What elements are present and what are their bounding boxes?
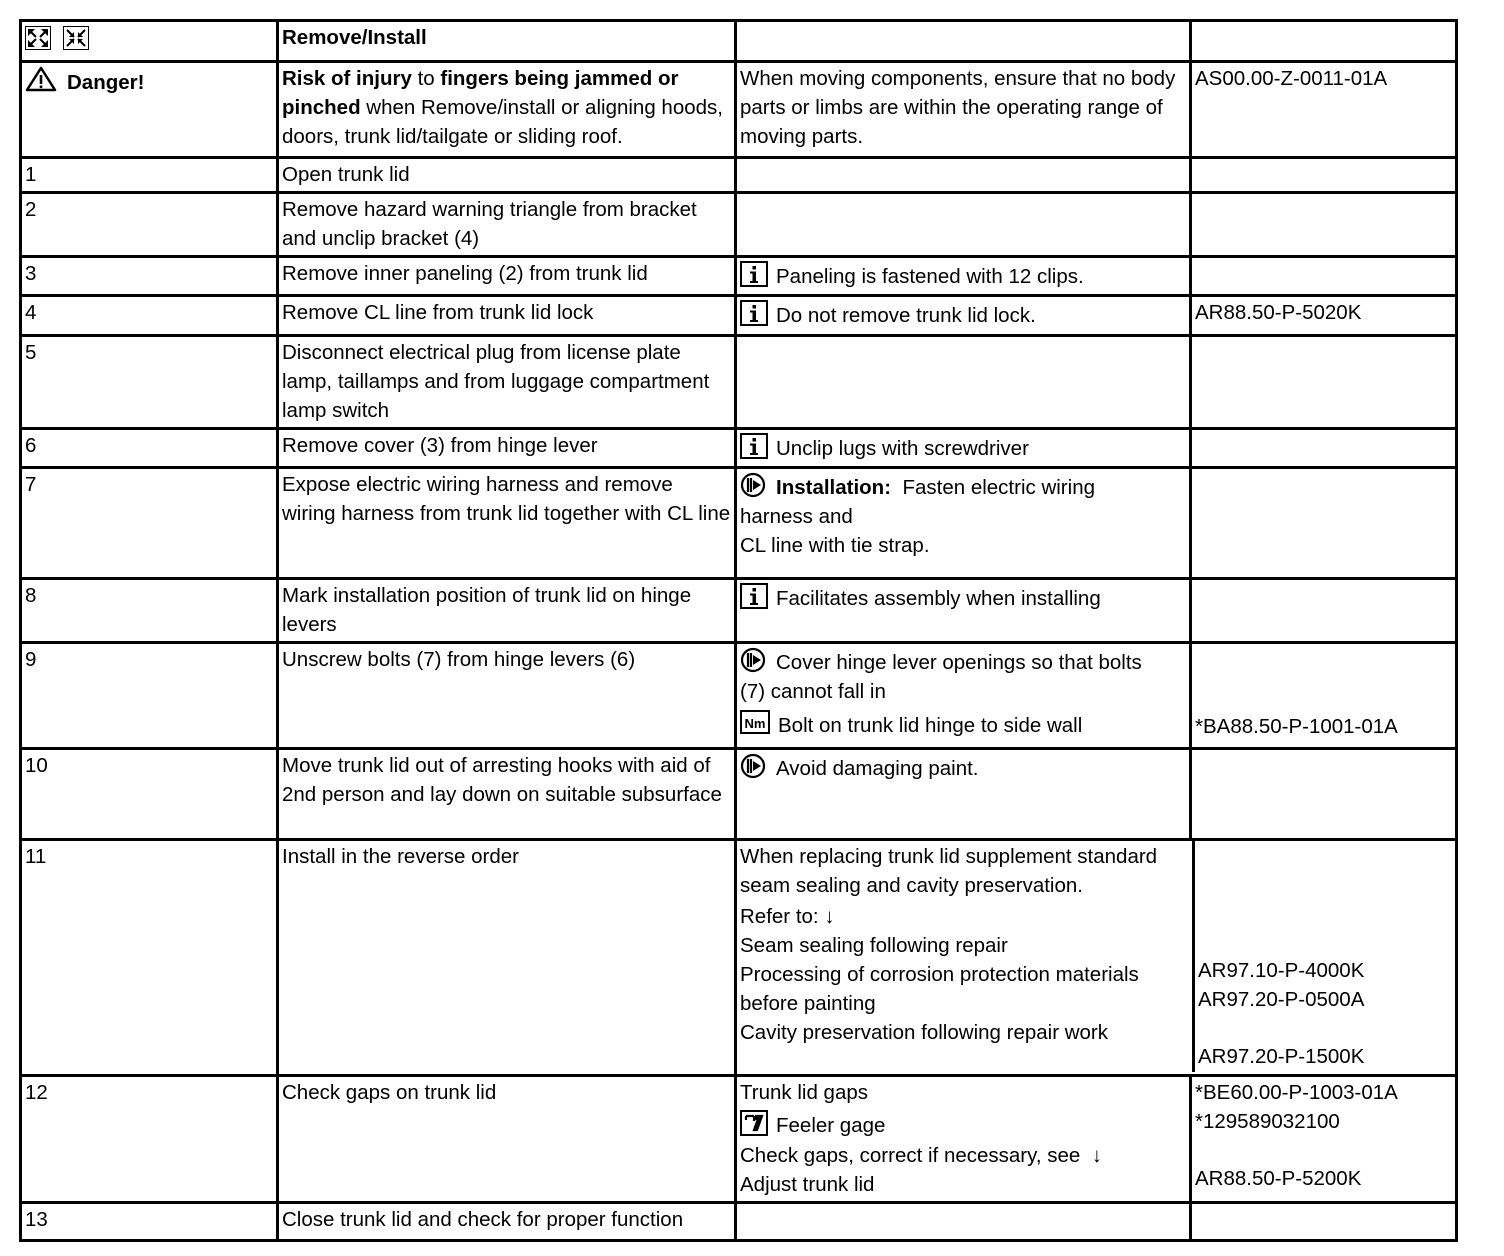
step-text: Move trunk lid out of arresting hooks with aid of 2nd person and lay down on suitable subsurface (278, 749, 736, 840)
danger-ref[interactable]: AS00.00-Z-0011-01A (1191, 62, 1457, 158)
info-icon (740, 433, 768, 459)
adjust-ref[interactable]: AR88.50-P-5200K (1195, 1167, 1362, 1190)
tool-ref[interactable]: *129589032100 (1195, 1110, 1340, 1133)
step-note (736, 840, 1457, 1076)
step-number: 5 (21, 336, 278, 429)
step-number: 4 (21, 296, 278, 336)
header-icons-cell (21, 21, 278, 62)
step-number: 6 (21, 429, 278, 468)
table-row (21, 1076, 1457, 1203)
note-line-2: (7) cannot fall in (740, 680, 886, 703)
step-ref (1191, 193, 1457, 257)
refer-item-ref[interactable]: AR97.20-P-1500K (1198, 1045, 1365, 1068)
risk-bold-1: Risk of injury (282, 67, 412, 90)
step-note (736, 643, 1191, 749)
step-ref (1191, 158, 1457, 193)
note-text: Paneling is fastened with 12 clips. (776, 265, 1084, 288)
step-number: 12 (21, 1076, 278, 1203)
refer-item-ref[interactable]: AR97.20-P-0500A (1198, 988, 1365, 1011)
table-row (21, 579, 1457, 643)
warning-triangle-icon (25, 66, 57, 92)
risk-mid: to (417, 67, 435, 90)
step-number: 7 (21, 468, 278, 579)
risk-rest: when Remove/install or aligning hoods, doors, trunk lid/tailgate or sliding roof. (282, 96, 723, 148)
header-col3 (736, 21, 1191, 62)
step-note (736, 1076, 1191, 1203)
step-text: Check gaps on trunk lid (278, 1076, 736, 1203)
step-note (736, 749, 1191, 840)
check-label: Check gaps, correct if necessary, see (740, 1144, 1081, 1167)
step-ref (1191, 1076, 1457, 1203)
step-note (736, 1203, 1191, 1241)
danger-measure: When moving components, ensure that no body parts or limbs are within the operating range of moving parts. (736, 62, 1191, 158)
step-note (736, 158, 1191, 193)
step-ref[interactable] (1191, 643, 1457, 749)
danger-risk (278, 62, 736, 158)
caution-icon (740, 472, 768, 498)
step-number: 10 (21, 749, 278, 840)
step-text: Expose electric wiring harness and remove wiring harness from trunk lid together with CL line (278, 468, 736, 579)
gaps-ref[interactable]: *BE60.00-P-1003-01A (1195, 1081, 1398, 1104)
step-number: 2 (21, 193, 278, 257)
caution-icon (740, 647, 768, 673)
danger-label-cell (21, 62, 278, 158)
down-arrow-icon[interactable]: ↓ (824, 905, 835, 928)
refer-item-ref[interactable]: AR97.10-P-4000K (1198, 959, 1365, 982)
step-text: Install in the reverse order (278, 840, 736, 1076)
note-line-1: Cover hinge lever openings so that bolts (776, 651, 1142, 674)
step-ref[interactable]: AR88.50-P-5020K (1191, 296, 1457, 336)
note-line-3: CL line with tie strap. (740, 534, 930, 557)
step-note (736, 579, 1191, 643)
note-line-1: Fasten electric wiring (902, 476, 1095, 499)
table-row (21, 336, 1457, 429)
collapse-icon[interactable] (63, 26, 89, 50)
note-text: Do not remove trunk lid lock. (776, 304, 1036, 327)
info-icon (740, 300, 768, 326)
table-row (21, 749, 1457, 840)
step-text: Remove cover (3) from hinge lever (278, 429, 736, 468)
step-ref (1191, 429, 1457, 468)
danger-row (21, 62, 1457, 158)
danger-label: Danger! (67, 71, 145, 94)
table-row (21, 158, 1457, 193)
table-row (21, 840, 1457, 1076)
special-tool-icon (740, 1110, 768, 1136)
risk-bold-2: fingers being jammed or pinched (282, 67, 679, 119)
note-text: Avoid damaging paint. (776, 757, 979, 780)
note-bold: Installation: (776, 476, 892, 499)
step-number: 3 (21, 257, 278, 296)
table-row (21, 296, 1457, 336)
procedure-table (19, 19, 1458, 1242)
step-number: 1 (21, 158, 278, 193)
expand-icon[interactable] (25, 26, 51, 50)
step-number: 8 (21, 579, 278, 643)
step-ref (1191, 336, 1457, 429)
step-note (736, 468, 1191, 579)
torque-nm-icon (740, 710, 770, 736)
down-arrow-icon[interactable]: ↓ (1091, 1144, 1102, 1167)
step-text: Remove hazard warning triangle from bracket and unclip bracket (4) (278, 193, 736, 257)
step-note (736, 193, 1191, 257)
refer-item[interactable]: Cavity preservation following repair work (740, 1021, 1109, 1044)
table-row (21, 468, 1457, 579)
gaps-label: Trunk lid gaps (740, 1081, 868, 1104)
info-icon (740, 583, 768, 609)
note-line-2: harness and (740, 505, 853, 528)
step-note (736, 336, 1191, 429)
svg-text:Nm: Nm (744, 716, 766, 731)
step-ref (1191, 579, 1457, 643)
table-row (21, 257, 1457, 296)
step-note (736, 296, 1191, 336)
step-text: Close trunk lid and check for proper function (278, 1203, 736, 1241)
step-text: Remove inner paneling (2) from trunk lid (278, 257, 736, 296)
caution-icon (740, 753, 768, 779)
step-note (736, 429, 1191, 468)
note-intro: When replacing trunk lid supplement standard seam sealing and cavity preservation. (740, 845, 1158, 897)
table-row (21, 429, 1457, 468)
table-row (21, 193, 1457, 257)
table-row (21, 1203, 1457, 1241)
step-ref (1191, 1203, 1457, 1241)
step-number: 13 (21, 1203, 278, 1241)
note-text: Unclip lugs with screwdriver (776, 437, 1029, 460)
tool-label: Feeler gage (776, 1114, 886, 1137)
refer-item[interactable]: Seam sealing following repair (740, 934, 1008, 957)
step-ref (1191, 468, 1457, 579)
step-text: Unscrew bolts (7) from hinge levers (6) (278, 643, 736, 749)
step-number: 9 (21, 643, 278, 749)
refer-item[interactable]: Processing of corrosion protection materials before painting (740, 963, 1139, 1015)
step-text: Remove CL line from trunk lid lock (278, 296, 736, 336)
adjust-link[interactable]: Adjust trunk lid (740, 1173, 875, 1196)
note-line-3: Bolt on trunk lid hinge to side wall (778, 714, 1083, 737)
info-icon (740, 261, 768, 287)
table-row (21, 643, 1457, 749)
step-note (736, 257, 1191, 296)
step-text: Mark installation position of trunk lid on hinge levers (278, 579, 736, 643)
step-number: 11 (21, 840, 278, 1076)
step-ref (1191, 257, 1457, 296)
ref-link[interactable]: *BA88.50-P-1001-01A (1195, 715, 1398, 738)
step-text: Open trunk lid (278, 158, 736, 193)
header-col4 (1191, 21, 1457, 62)
refer-label: Refer to: (740, 905, 819, 928)
header-title: Remove/Install (278, 21, 736, 62)
header-row (21, 21, 1457, 62)
step-text: Disconnect electrical plug from license plate lamp, taillamps and from luggage compartment lamp switch (278, 336, 736, 429)
step-ref (1191, 749, 1457, 840)
note-text: Facilitates assembly when installing (776, 587, 1101, 610)
